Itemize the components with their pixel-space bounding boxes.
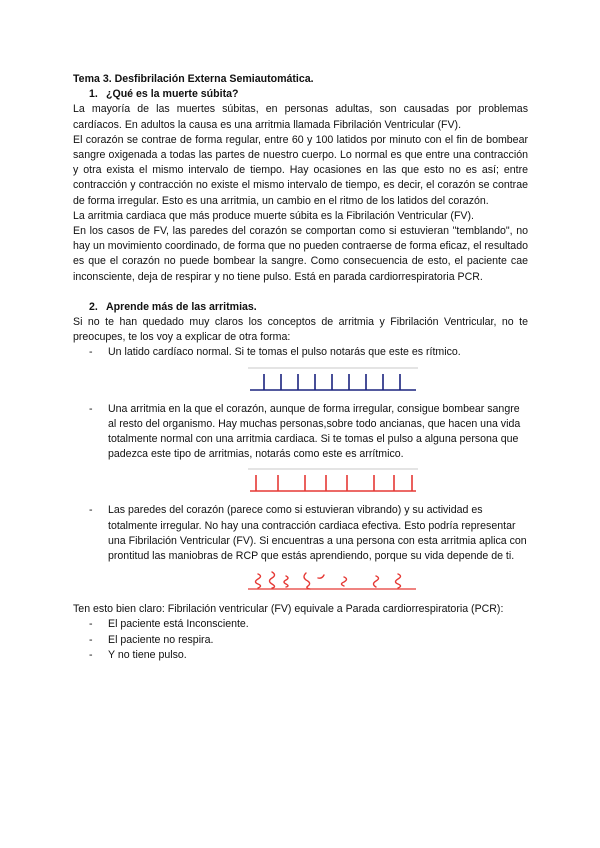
conclusion-list [73,617,528,663]
list-item: - Y no tiene pulso. [73,648,528,663]
section1-number: 1. [89,88,98,101]
document-page [73,72,528,663]
document-title: Tema 3. Desfibrilación Externa Semiautomática. [73,73,314,85]
section1-paragraph-2: El corazón se contrae de forma regular, entre 60 y 100 latidos por minuto con el fin de bombear sangre oxigenada a todas las partes de nuestro cuerpo. Lo normal es que entre una contracción y otra exista el mismo intervalo de tiempo. Hay ocasiones en las que esto no es así; entre contracción y contracción no existe el mismo intervalo de tiempo, es decir, el corazón se contrae de forma irregular. Esto es una arritmia, un cambio en el ritmo de los latidos del corazón. [73,133,528,207]
list-item: - El paciente no respira. [73,633,528,648]
section1-paragraph-3: La arritmia cardiaca que más produce muerte súbita es la Fibrilación Ventricular (FV). [73,209,474,222]
list-item [73,503,528,592]
conclusion-intro: Ten esto bien claro: Fibrilación ventricular (FV) equivale a Parada cardiorrespiratoria (PCR): [73,603,504,616]
section1-heading [73,87,528,102]
section2-number: 2. [89,300,98,313]
section1-heading-text: ¿Qué es la muerte súbita? [106,88,239,101]
normal-rhythm-strip [248,364,418,392]
list-item: - El paciente está Inconsciente. [73,617,528,632]
section2-heading-text: Aprende más de las arritmias. [106,300,257,313]
list-item [73,402,528,494]
rhythm-list [73,345,528,592]
section2-intro: Si no te han quedado muy claros los conceptos de arritmia y Fibrilación Ventricular, no te preocupes, te los voy a explicar de otra forma: [73,316,528,344]
fibrillation-text: Las paredes del corazón (parece como si estuvieran vibrando) y su actividad es totalmente irregular. No hay una contracción cardiaca efectiva. Esto podría representar una Fibrilación Ventricular (FV). Si encuentras a una persona con esta arritmia aplica con prontitud las maniobras de RCP que estás aprendiendo, porque su vida depende de ti. [108,504,527,563]
arrhythmia-text: Una arritmia en la que el corazón, aunque de forma irregular, consigue bombear sangre al resto del organismo. Hay muchas personas,sobre todo ancianas, que hacen una vida totalmente normal con una arritmia cardiaca. Si te tomas el pulso a alguna persona que padezca este tipo de arritmias, notarás como este es arrítmico. [108,402,521,461]
list-item [73,345,528,391]
normal-rhythm-text: Un latido cardíaco normal. Si te tomas el pulso notarás que este es rítmico. [108,346,461,359]
section1-paragraph-1: La mayoría de las muertes súbitas, en personas adultas, son causadas por problemas cardíacos. En adultos la causa es una arritmia llamada Fibrilación Ventricular (FV). [73,103,528,131]
section1-paragraph-4: En los casos de FV, las paredes del corazón se comportan como si estuvieran "temblando", no hay un movimiento coordinado, de forma que no pueden contraerse de forma eficaz, el resultado es que el corazón no puede bombear la sangre. Como consecuencia de esto, el paciente cae inconsciente, deja de respirar y no tiene pulso. Está en parada cardiorrespiratoria PCR. [73,225,528,283]
fibrillation-strip [248,566,418,592]
section2-heading [73,300,528,315]
arrhythmia-strip [248,465,418,493]
